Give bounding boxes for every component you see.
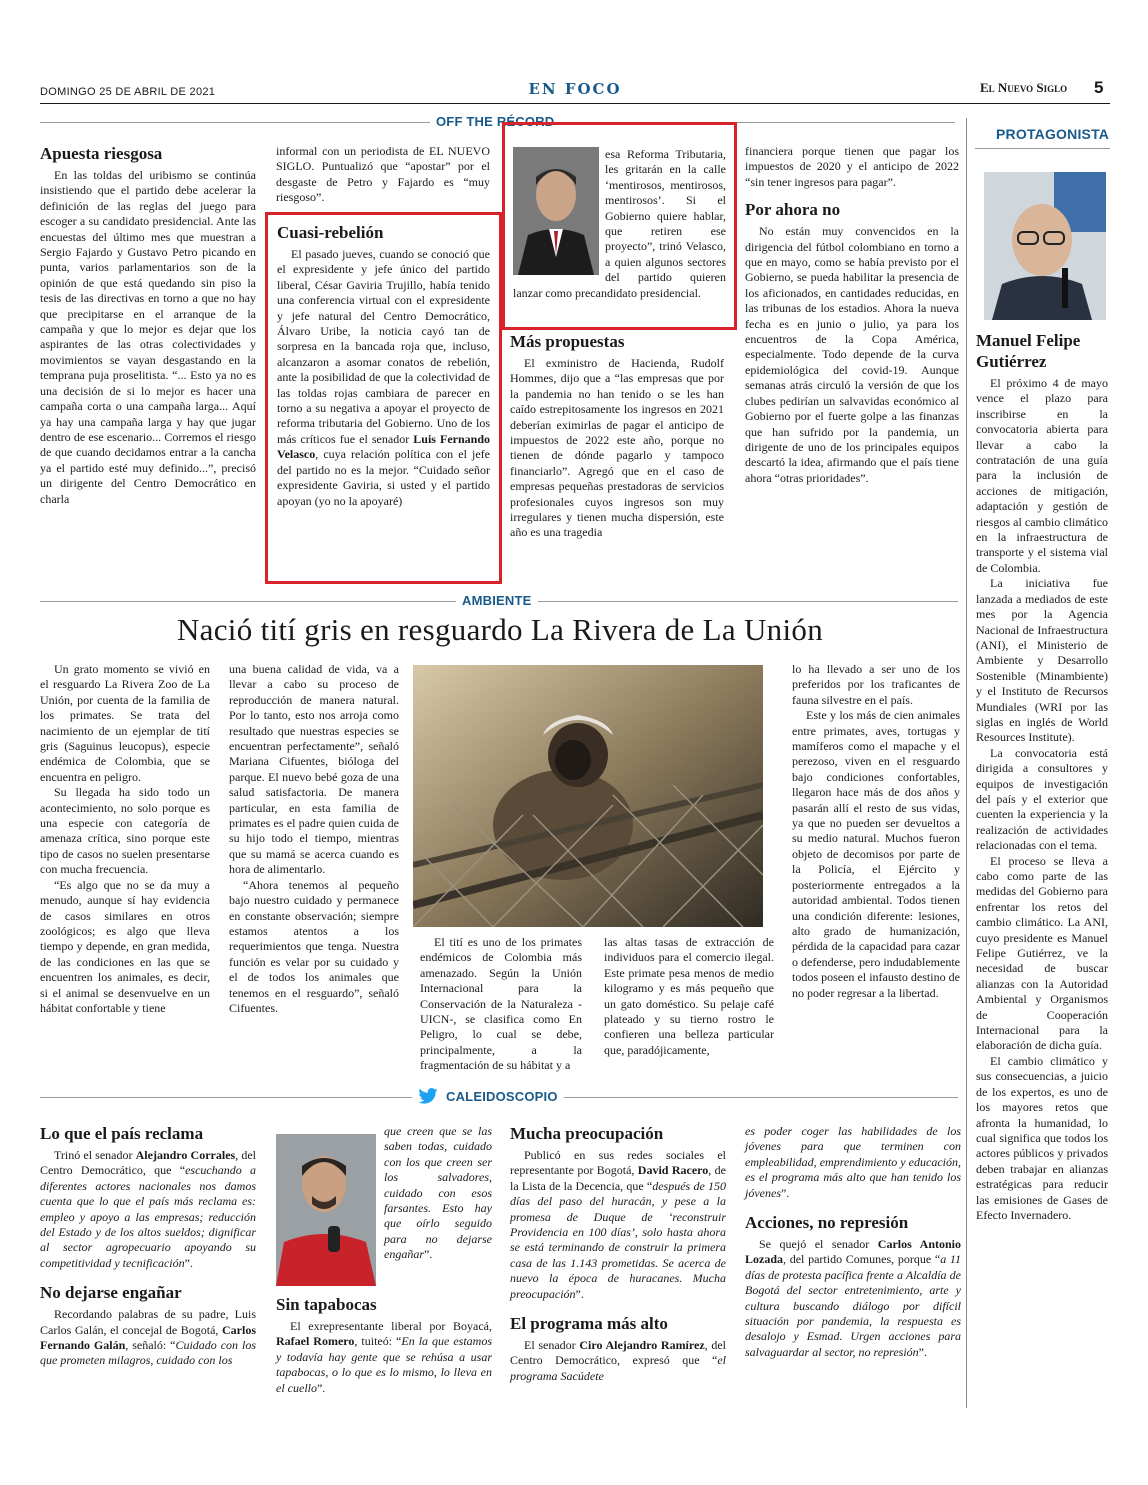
brief-title: No dejarse engañar [40,1283,182,1303]
text-part: ”. [918,1344,927,1359]
brief-title: Cuasi-rebelión [277,223,384,242]
name-bold: Rafael Romero [276,1334,355,1349]
brief-text [277,247,490,509]
brief-text [276,1319,492,1396]
brief-title: Apuesta riesgosa [40,144,163,163]
column-2-top [276,144,490,206]
brief-title: El programa más alto [510,1314,668,1334]
text-part: , cuya relación política con el jefe del partido no es la mejor. “Cuidado señor expresidente Gaviria, si usted y el partido apoyan (yo no la apoyaré) [277,447,490,508]
header-rule [40,103,1110,104]
text-part: , del Centro Democrático, que “ [40,1148,256,1178]
column-4 [745,144,959,486]
titi-monkey-photo [413,665,763,927]
brief-text [40,1307,256,1369]
text-part: , de la Lista de la Decencia, que “ [510,1163,727,1193]
name-bold: Luis Fernando Velasco [277,431,491,462]
text-part: ”. [780,1185,790,1200]
kicker-label: CALEIDOSCOPIO [446,1088,558,1104]
column-protagonista [976,376,1108,1223]
quote-italic: el programa Sacúdete [510,1353,726,1383]
text-part: El exrepresentante liberal por Boyacá, [290,1319,492,1333]
article-column-3 [420,935,582,1074]
name-bold: Carlos Fernando Galán [40,1322,256,1353]
text-part: , tuiteó: “ [354,1334,402,1349]
text-part: , señaló: “ [125,1338,176,1353]
section-kicker-ambiente: AMBIENTE [456,593,538,608]
quote-italic: Cuidado con los que prometen milagros, cuidado con los [40,1338,256,1368]
paragraph: La convocatoria está dirigida a consultores y equipos de investigación del país y el exterior que cuenten la experiencia y la realización de actividades relacionadas con el tema. [976,745,1108,853]
article-column-2 [229,662,399,1016]
brief-title: Lo que el país reclama [40,1124,204,1143]
brief-text: informal con un periodista de EL NUEVO SIGLO. Puntualizó que “apostar” por el desgaste de Petro y Fajardo es “muy riesgoso”. [276,144,490,205]
column-mas-propuestas [510,332,724,541]
paragraph: El cambio climático y sus consecuencias, a juicio de los expertos, es uno de los mayores retos que afronta la humanidad, lo cual significa que todos los actores públicos y privados deben trabajar en alianzas estratégicas para reducir las emisiones de Gases de Efecto Invernadero. [976,1053,1108,1222]
cal-column-3 [510,1124,726,1384]
twitter-bird-icon [418,1088,438,1104]
velasco-photo [513,147,599,275]
quote-italic: escuchando a diferentes actores nacionales nos damos cuenta que lo que el país más reclama es: empleo y apoyo a las empresas; reducción del Estado y de los altos sueldos; dignificar al sector agropecuario apoyando su competitividad y tecnificación [40,1163,256,1270]
name-bold: David Racero [637,1163,709,1178]
text-part: Publicó en sus redes sociales el representante por Bogotá, [510,1148,726,1178]
issue-date: DOMINGO 25 DE ABRIL DE 2021 [40,86,216,98]
article-column-4 [604,935,774,1058]
quote-italic: es poder coger las habilidades de los jóvenes para que terminen con empleabilidad, emprendimiento y educación, es el programa más alto que han tenido los jóvenes [745,1124,961,1200]
cal-quote-galan [384,1124,492,1263]
highlight-box-velasco [502,122,737,330]
text-part: El pasado jueves, cuando se conoció que el expresidente y jefe único del partido liberal, César Gaviria Trujillo, había tenido una conferencia virtual con el expresidente y jefe natural del Centro Democrático, Álvaro Uribe, la noticia cayó tan de sorpresa en la bancada roja que, incluso, alcanzaron a asomar conatos de rebelión, ante la posibilidad de que la colectividad de las toldas rojas cambiara de parecer en torno a su negativa a apoyar el proyecto de reforma tributaria del Gobierno. Uno de los más críticos fue el senador [277,247,490,446]
portrait-image [984,172,1106,320]
text-part: Se quejó el senador [759,1237,878,1252]
page-number: 5 [1094,78,1104,97]
text-part: El senador [524,1338,580,1353]
brief-title: Mucha preocupación [510,1124,664,1143]
cal-column-4 [745,1124,961,1360]
paragraph: La iniciativa fue lanzada a mediados de este mes por la Agencia Nacional de Infraestructura (ANI), el Ministerio de Ambiente y Desarrollo Sostenible (Minambiente) y el Instituto de Recursos Mundiales (WRI por las siglas en inglés de World Resources Institute). [976,576,1108,745]
text-part: , del Centro Democrático, expresó que “ [510,1338,726,1368]
quote-italic: que creen que se las saben todas, cuidado con los que creen ser los salvadores, cuidado con esos farsantes. Esto hay que oírlo seguido para no dejarse engañar [384,1124,492,1262]
text-part: ”. [575,1286,584,1301]
name-bold: Carlos Antonio Lozada [745,1237,961,1267]
portrait-image [513,147,599,275]
cal-column-1 [40,1124,256,1369]
section-kicker-off-the-record: OFF THE RÉCORD [430,114,560,129]
brief-text [745,1237,961,1360]
paragraph: El tití es uno de los primates endémicos de Colombia más amenazado. Según la Unión Internacional para la Conservación de la Naturaleza -UICN-, se clasifica como En Peligro, lo cual se debe, principalmente, a la fragmentación de su hábitat y a [420,935,582,1073]
quote-italic: En la que estamos y todavía hay gente que se rehúsa a usar tapabocas, o lo que es lo mismo, lo lleva en el cuello [276,1334,493,1395]
brief-text [510,1338,726,1384]
portrait-image [276,1134,376,1286]
brief-title: Sin tapabocas [276,1295,377,1314]
column-divider [966,118,967,1408]
paragraph: lo ha llevado a ser uno de los preferidos por los traficantes de fauna silvestre en el país. [792,662,960,707]
cal-sin-tapabocas [276,1295,492,1396]
paragraph: una buena calidad de vida, va a llevar a cabo su proceso de reproducción de manera natural. Por lo tanto, esto nos arroja como resultado que nuestras especies se encuentran perfectamente”, señaló Mariana Cifuentes, bióloga del parque. El nuevo bebé goza de una salud satisfactoria. De manera particular, en esta familia de primates es el padre quien cuida de su hijo todo el tiempo, mientras que su mamá se acerca cuando es hora de alimentarlo. [229,662,399,877]
brief-text [40,1148,256,1271]
paragraph: El proceso se lleva a cabo como parte de las medidas del Gobierno para enfrentar los retos del cambio climático. La ANI, cuyo presidente es Manuel Felipe Gutiérrez, ve la necesidad de buscar alianzas con la Autoridad Ambiental y Organismos de Cooperación Internacional para la elaboración de dicha guía. [976,853,1108,1053]
monkey-image [413,665,763,927]
text-part: ”. [184,1255,193,1270]
brief-text: No están muy convencidos en la dirigencia del fútbol colombiano en torno a que en mayo, como se había previsto por el Gobierno, se pueda habilitar la presencia de los aficionados, en cantidades reducidas, en las tribunas de los estadios. Ahora la nueva fecha es en junio o julio, ya para los encuentros de la Copa América, especialmente. Todo depende de la curva epidemiológica del covid-19. Aunque semanas atrás circuló la versión de que los clubes pedirían un salvavidas económico al Gobierno por el fuerte golpe a las finanzas que han sufrido por la pandemia, un dirigente de uno de los principales equipos descartó la idea, afirmando que el país tiene ahora “otras prioridades”. [745,224,959,485]
brief-text [510,1148,726,1302]
brief-text: En las toldas del uribismo se continúa insistiendo que el partido debe acelerar la definición de las reglas del juego para escoger a su candidato presidencial. Ante las encuestas del último mes que muestran a Sergio Fajardo y Gustavo Petro picando en punta, varios parlamentarios son de la opinión de que está quedando sin piso la tesis de las directivas en torno a que no hay que precipitarse en el arranque de la campaña y que lo mejor es dejar que los aspirantes de las otras colectividades y movimientos se vayan desgastando en la temprana puja proselitista. “... Esto ya no es una decisión de si lo mejor es hacer una campaña corta o una campaña larga... Aquí ya hay una campaña larga y hay que jugar dentro de ese escenario... Corremos el riesgo de que cuando decidamos entrar a la cancha ya el partido esté muy definido...”, precisó un dirigente del Centro Democrático en charla [40,168,256,506]
section-rule [975,148,1110,149]
brief-text: El exministro de Hacienda, Rudolf Hommes, dijo que a “las empresas que por la pandemia no han tenido o se les han caído estrepitosamente los ingresos en 2021 deberían eximirlas de pagar el anticipo de impuestos de 2022 este año, porque no tienen de dónde pagarlo y tampoco financiarlo”. Agregó que en el caso de empresas pequeñas prestadoras de servicios profesionales cuyos ingresos son muy irregulares y tienen mucha dispersión, este año es una tragedia [510,356,724,540]
paragraph: “Es algo que no se da muy a menudo, aunque sí hay evidencia de casos similares en otros zoológicos; es algo que lleva tiempo y depende, en gran medida, de las condiciones en las que se encuentren los animales, es decir, si el animal se desenvuelve en un hábitat confortable y tiene [40,877,210,1015]
text-part: , del partido Comunes, porque “ [783,1252,941,1267]
article-column-5 [792,662,960,1001]
article-column-1 [40,662,210,1016]
paragraph: El próximo 4 de mayo vence el plazo para inscribirse en la convocatoria abierta para llevar a cabo la contratación de una guía para la inclusión de acciones de mitigación, adaptación y gestión de riesgos al cambio climático en la infraestructura de transporte y el sistema vial de Colombia. [976,376,1108,575]
gutierrez-photo [984,172,1106,320]
brief-title: Acciones, no represión [745,1213,909,1233]
paragraph: “Ahora tenemos al pequeño bajo nuestro cuidado y permanece en constante observación; siempre estamos atentos a los requerimientos que tenga. Nuestra función es velar por su cuidado y el de todos los animales que tenemos en el resguardo”, señaló Cifuentes. [229,877,399,1015]
name-bold: Alejandro Corrales [135,1148,236,1162]
publication-name: El Nuevo Siglo [980,80,1068,95]
brief-title: Por ahora no [745,200,841,220]
section-name: EN FOCO [528,80,622,98]
quote-text: esa Reforma Tributaria, les gritarán en la calle ‘mentirosos, mentirosos, mentirosos’. Si el Gobierno quiere hablar, que retiren ese proyecto”, trinó Velasco, a quien algunos sectores del partido quieren lanzar como precandidato presidencial. [513,147,726,300]
section-kicker-protagonista: PROTAGONISTA [990,126,1110,142]
brief-text [745,1124,961,1201]
brief-text: financiera porque tienen que pagar los impuestos de 2020 y el anticipo de 2022 “sin tener ingresos para pagar”. [745,144,959,189]
column-apuesta-riesgosa [40,144,256,574]
text-part: Trinó el senador [54,1148,136,1162]
quote-text [384,1124,492,1263]
paragraph: Este y los más de cien animales entre primates, aves, tortugas y mamíferos como el mapache y el perezoso, viven en el resguardo bajo condiciones confortables, llegaron hace más de dos años y pasarán allí el resto de sus vidas, ya que no pueden ser devueltos a su medio natural. Muchos fueron objeto de decomisos por parte de la Policía, el Ejército y posteriormente entregados a la autoridad ambiental. Todos tienen una condición diferente: lesiones, alto grado de humanización, pérdida de la capacidad para cazar o defenderse, pero indudablemente todos poseen el infausto destino de no poder regresar a la libertad. [792,708,960,1000]
paragraph: Un grato momento se vivió en el resguardo La Rivera Zoo de La Unión, por cuenta de la familia de los primates. Se trata del nacimiento de un ejemplar de tití gris (Saguinus leucopus), especie endémica de Colombia, que se encuentra en peligro. [40,662,210,784]
paragraph: las altas tasas de extracción de individuos para el comercio ilegal. Este primate pesa menos de medio kilogramo y es más pequeño que un gato doméstico. Su pelaje café plateado y su tierno rostro le confieren una belleza particular que, paradójicamente, [604,935,774,1057]
quote-italic: a 11 días de protesta pacífica frente a Alcaldía de Bogotá del sector entretenimiento, arte y cultura buscando diálogo por difícil situación por pandemia, la respuesta es desalojo y Esmad. Urgen acciones para salvaguardar al sector, no represión [745,1252,962,1359]
text-part: Recordando palabras de su padre, Luis Carlos Galán, el concejal de Bogotá, [40,1307,256,1337]
section-kicker-caleidoscopio [412,1088,564,1104]
name-bold: Ciro Alejandro Ramírez [579,1338,705,1353]
brief-title: Más propuestas [510,332,625,351]
protagonist-name: Manuel Felipe Gutiérrez [976,331,1081,371]
paragraph: Su llegada ha sido todo un acontecimiento, no solo porque es una especie con categoría de amenaza crítica, sino porque este tipo de casos no suelen presentarse con mucha frecuencia. [40,785,210,877]
quote-italic: después de 150 días del paso del huracán, y pese a la promesa de Duque de ‘reconstruir Providencia en 100 días’, solo hasta ahora se está terminando de construir la primera casa de las 1.143 prometidas. Se acerca de nuevo la época de huracanes. Mucha preocupación [510,1178,726,1301]
article-headline: Nació tití gris en resguardo La Rivera de La Unión [177,612,823,647]
text-part: ”. [316,1380,326,1395]
text-part: ”. [424,1247,433,1262]
galan-photo [276,1134,376,1286]
highlight-box-cuasi-rebelion [265,212,502,584]
